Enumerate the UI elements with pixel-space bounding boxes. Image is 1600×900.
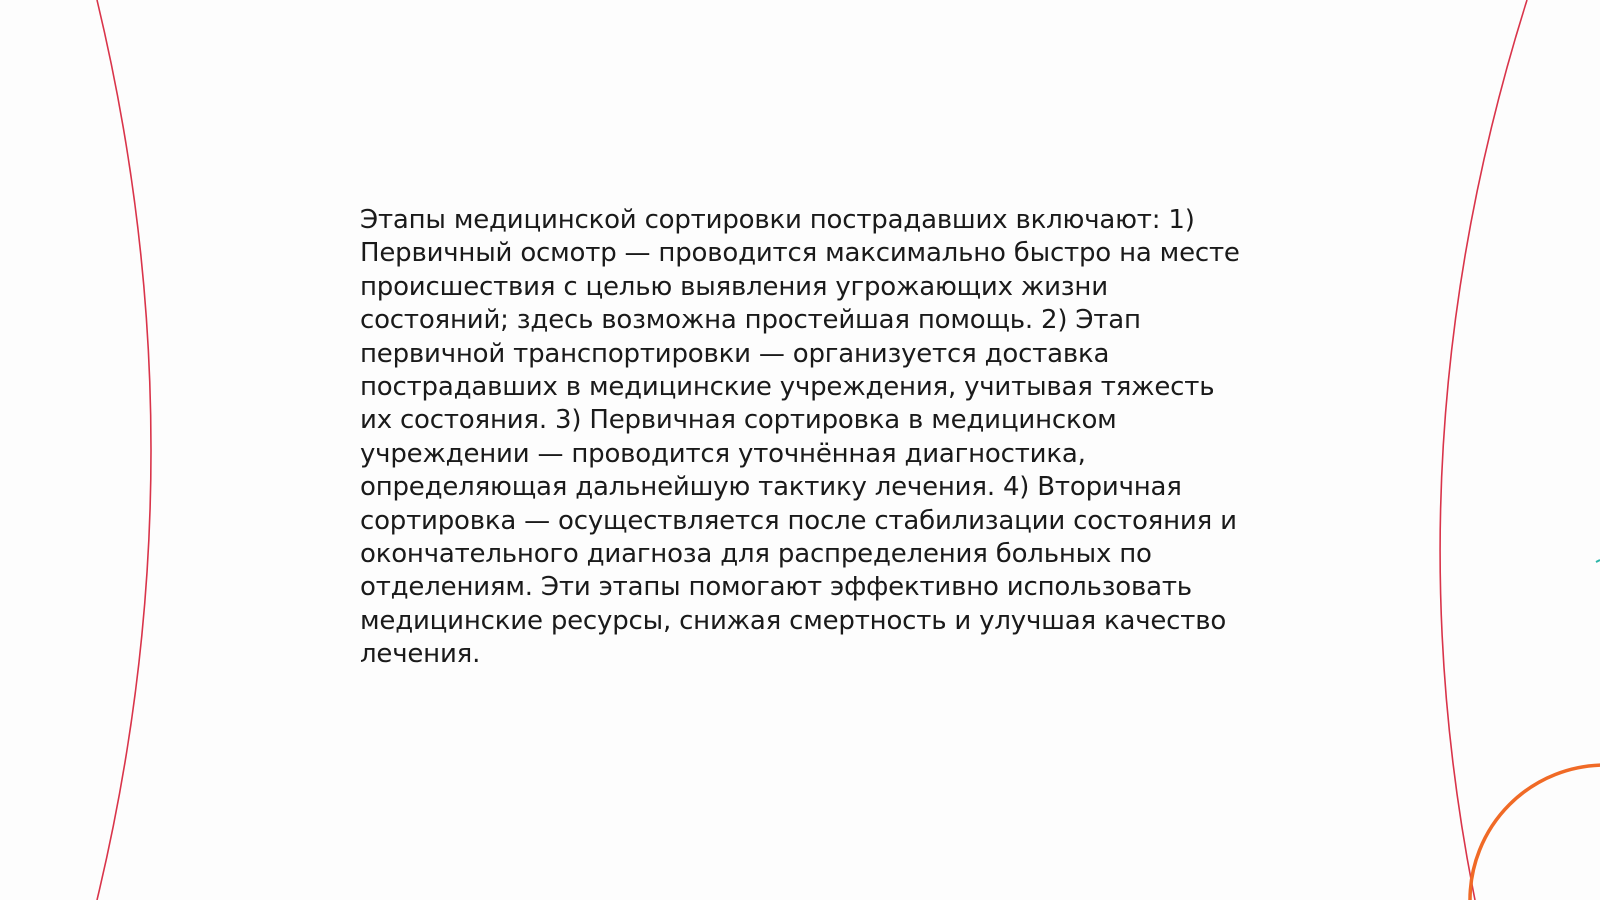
teal-mark-decoration [1596,560,1600,562]
right-arc-decoration [1440,0,1527,900]
slide-body-text: Этапы медицинской сортировки пострадавших включают: 1) Первичный осмотр — проводится максимально быстро на месте происшествия с целью выявления угрожающих жизни состояний; здесь возможна простейшая помощь. 2) Этап первичной транспортировки — организуется доставка пострадавших в медицинские учреждения, учитывая тяжесть их состояния. 3) Первичная сортировка в медицинском учреждении — проводится уточнённая диагностика, определяющая дальнейшую тактику лечения. 4) Вторичная сортировка — осуществляется после стабилизации состояния и окончательного диагноза для распределения больных по отделениям. Эти этапы помогают эффективно использовать медицинские ресурсы, снижая смертность и улучшая качество лечения. [360,205,1240,670]
left-arc-decoration [97,0,151,900]
orange-circle-decoration [1470,765,1600,900]
